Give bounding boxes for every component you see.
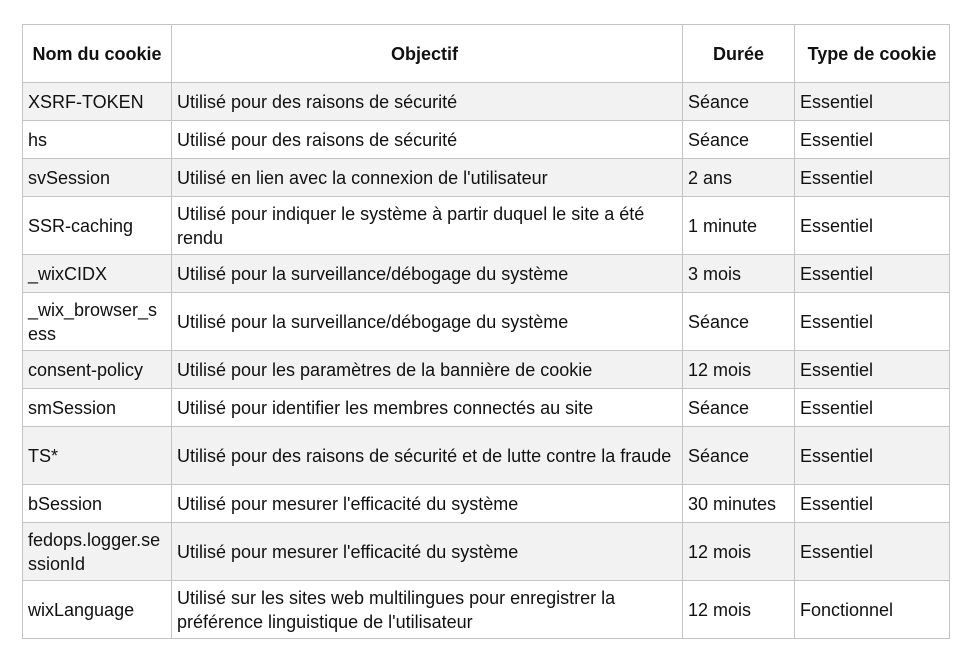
cell-purpose: Utilisé pour la surveillance/débogage du système — [172, 293, 683, 351]
cell-cookie-type: Essentiel — [795, 255, 950, 293]
cell-duration: 1 minute — [683, 197, 795, 255]
cell-cookie-name: bSession — [23, 485, 172, 523]
cell-duration: 12 mois — [683, 351, 795, 389]
cell-cookie-type: Essentiel — [795, 121, 950, 159]
cell-purpose: Utilisé pour les paramètres de la bannière de cookie — [172, 351, 683, 389]
table-row — [23, 121, 950, 159]
cell-purpose: Utilisé pour des raisons de sécurité — [172, 83, 683, 121]
cell-duration: 3 mois — [683, 255, 795, 293]
cell-purpose: Utilisé pour la surveillance/débogage du système — [172, 255, 683, 293]
cookie-table-container — [22, 24, 949, 639]
cell-purpose: Utilisé pour indiquer le système à partir duquel le site a été rendu — [172, 197, 683, 255]
table-header-row — [23, 25, 950, 83]
cell-cookie-type: Fonctionnel — [795, 581, 950, 639]
table-row — [23, 427, 950, 485]
cell-duration: Séance — [683, 83, 795, 121]
cell-duration: Séance — [683, 427, 795, 485]
cell-cookie-name: smSession — [23, 389, 172, 427]
table-row — [23, 581, 950, 639]
cell-purpose: Utilisé pour des raisons de sécurité et de lutte contre la fraude — [172, 427, 683, 485]
cell-duration: 2 ans — [683, 159, 795, 197]
cell-cookie-name: _wix_browser_sess — [23, 293, 172, 351]
header-purpose: Objectif — [172, 25, 683, 83]
table-row — [23, 351, 950, 389]
cell-duration: Séance — [683, 389, 795, 427]
table-row — [23, 485, 950, 523]
cell-cookie-type: Essentiel — [795, 389, 950, 427]
cell-cookie-name: _wixCIDX — [23, 255, 172, 293]
table-row — [23, 159, 950, 197]
cell-purpose: Utilisé sur les sites web multilingues pour enregistrer la préférence linguistique de l'utilisateur — [172, 581, 683, 639]
cell-cookie-name: consent-policy — [23, 351, 172, 389]
cell-cookie-name: wixLanguage — [23, 581, 172, 639]
cell-cookie-name: fedops.logger.sessionId — [23, 523, 172, 581]
header-duration: Durée — [683, 25, 795, 83]
cell-purpose: Utilisé pour des raisons de sécurité — [172, 121, 683, 159]
table-row — [23, 523, 950, 581]
cell-cookie-type: Essentiel — [795, 485, 950, 523]
cell-cookie-name: svSession — [23, 159, 172, 197]
cell-duration: Séance — [683, 121, 795, 159]
cell-cookie-name: XSRF-TOKEN — [23, 83, 172, 121]
cell-cookie-name: TS* — [23, 427, 172, 485]
cell-purpose: Utilisé en lien avec la connexion de l'utilisateur — [172, 159, 683, 197]
header-cookie-name: Nom du cookie — [23, 25, 172, 83]
cell-duration: 30 minutes — [683, 485, 795, 523]
cell-cookie-type: Essentiel — [795, 523, 950, 581]
cell-cookie-name: SSR-caching — [23, 197, 172, 255]
cell-cookie-type: Essentiel — [795, 351, 950, 389]
cell-cookie-type: Essentiel — [795, 197, 950, 255]
cell-cookie-type: Essentiel — [795, 159, 950, 197]
header-cookie-type: Type de cookie — [795, 25, 950, 83]
table-row — [23, 293, 950, 351]
table-row — [23, 255, 950, 293]
cell-duration: Séance — [683, 293, 795, 351]
cell-cookie-type: Essentiel — [795, 293, 950, 351]
cell-cookie-type: Essentiel — [795, 83, 950, 121]
cell-duration: 12 mois — [683, 581, 795, 639]
table-row — [23, 197, 950, 255]
cell-purpose: Utilisé pour mesurer l'efficacité du système — [172, 523, 683, 581]
cell-cookie-type: Essentiel — [795, 427, 950, 485]
cell-purpose: Utilisé pour identifier les membres connectés au site — [172, 389, 683, 427]
table-row — [23, 83, 950, 121]
cell-cookie-name: hs — [23, 121, 172, 159]
cell-purpose: Utilisé pour mesurer l'efficacité du système — [172, 485, 683, 523]
cell-duration: 12 mois — [683, 523, 795, 581]
cookie-table — [22, 24, 950, 639]
table-row — [23, 389, 950, 427]
